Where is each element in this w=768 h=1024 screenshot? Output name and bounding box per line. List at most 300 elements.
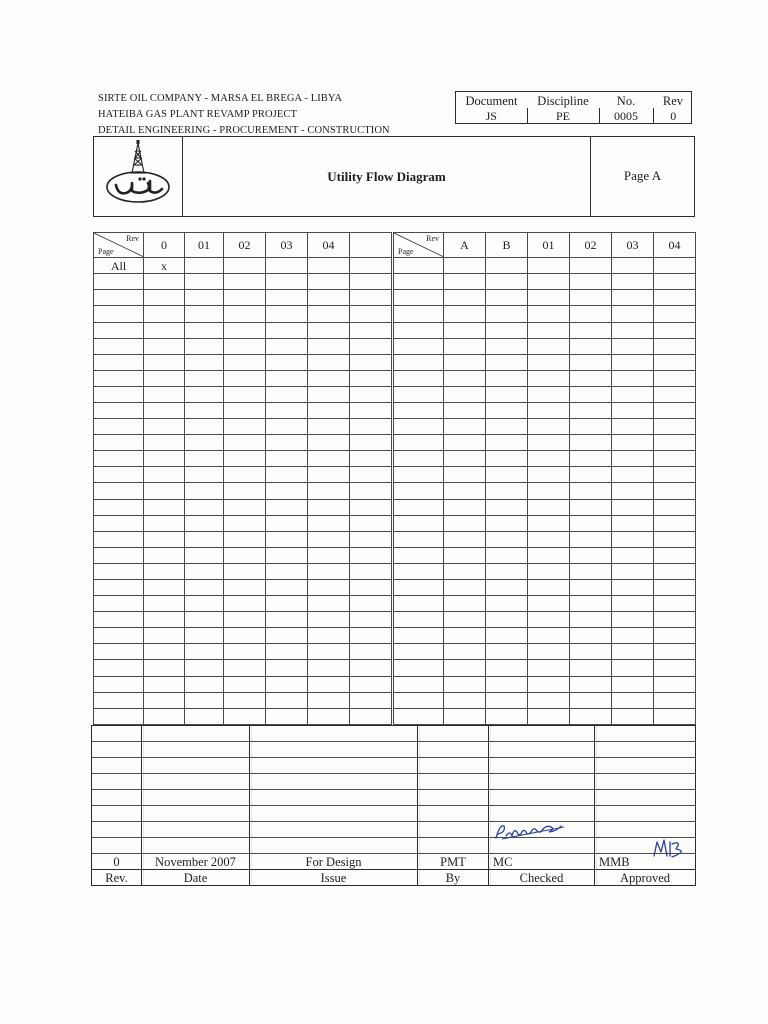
- revision-mark-cell: [144, 596, 185, 612]
- page-cell: [94, 515, 144, 531]
- revision-mark-cell: [444, 306, 486, 322]
- revision-mark-cell: [654, 660, 696, 676]
- table-row: [94, 692, 392, 708]
- signoff-rev-cell: 0: [92, 854, 142, 870]
- revision-mark-cell: [185, 370, 224, 386]
- revision-mark-cell: [266, 612, 308, 628]
- signoff-date-cell: [142, 790, 250, 806]
- revision-mark-cell: [570, 612, 612, 628]
- revision-mark-cell: [612, 547, 654, 563]
- revision-mark-cell: [224, 660, 266, 676]
- signoff-rev-cell: [92, 758, 142, 774]
- revision-mark-cell: [654, 515, 696, 531]
- revision-mark-cell: [444, 628, 486, 644]
- page-cell: [394, 419, 444, 435]
- revision-mark-cell: [444, 708, 486, 724]
- revision-mark-cell: [528, 419, 570, 435]
- revision-mark-cell: [350, 274, 392, 290]
- revision-mark-cell: [444, 451, 486, 467]
- table-row: [394, 370, 696, 386]
- signoff-checked-cell: [489, 742, 595, 758]
- revision-mark-cell: [528, 370, 570, 386]
- revision-mark-cell: [570, 467, 612, 483]
- revision-mark-cell: [486, 370, 528, 386]
- title-block: [93, 136, 695, 217]
- page-cell: [94, 338, 144, 354]
- revision-mark-cell: [224, 451, 266, 467]
- revision-mark-cell: [570, 580, 612, 596]
- revision-mark-cell: [144, 660, 185, 676]
- table-row: [94, 258, 392, 274]
- revision-mark-cell: [486, 354, 528, 370]
- revision-mark-cell: [144, 290, 185, 306]
- revision-mark-cell: [185, 306, 224, 322]
- diagram-title: Utility Flow Diagram: [183, 137, 591, 216]
- revision-mark-cell: [444, 676, 486, 692]
- revision-mark-cell: [612, 499, 654, 515]
- revision-mark-cell: [350, 499, 392, 515]
- revision-mark-cell: [444, 322, 486, 338]
- page-cell: [394, 499, 444, 515]
- revision-mark-cell: [570, 274, 612, 290]
- signoff-issue-cell: [250, 774, 418, 790]
- revision-mark-cell: [308, 435, 350, 451]
- revision-mark-cell: x: [144, 258, 185, 274]
- page-cell: [94, 435, 144, 451]
- revision-mark-cell: [185, 467, 224, 483]
- revision-mark-cell: [654, 692, 696, 708]
- signoff-rev-cell: [92, 790, 142, 806]
- page-cell: [394, 435, 444, 451]
- revision-table-right: [393, 232, 696, 725]
- revision-mark-cell: [185, 612, 224, 628]
- revision-mark-cell: [266, 306, 308, 322]
- company-name: SIRTE OIL COMPANY - MARSA EL BREGA - LIBYA: [98, 93, 343, 104]
- revision-mark-cell: [308, 531, 350, 547]
- revision-mark-cell: [612, 419, 654, 435]
- page-cell: [394, 644, 444, 660]
- revision-mark-cell: [612, 676, 654, 692]
- revision-mark-cell: [486, 547, 528, 563]
- revision-mark-cell: [266, 290, 308, 306]
- revision-mark-cell: [144, 354, 185, 370]
- revision-mark-cell: [528, 354, 570, 370]
- table-row: [394, 515, 696, 531]
- revision-mark-cell: [308, 258, 350, 274]
- revision-mark-cell: [654, 338, 696, 354]
- corner-rev-label: Rev: [126, 234, 139, 244]
- signoff-checked-cell: [489, 758, 595, 774]
- revision-column-header: 03: [266, 233, 308, 258]
- signoff-issue-cell: [250, 758, 418, 774]
- document-label: Document: [465, 93, 518, 108]
- table-row: [94, 499, 392, 515]
- table-row: [94, 386, 392, 402]
- revision-mark-cell: [144, 451, 185, 467]
- revision-mark-cell: [528, 338, 570, 354]
- revision-mark-cell: [266, 354, 308, 370]
- table-row: [394, 580, 696, 596]
- rev-value: 0: [653, 108, 693, 123]
- revision-mark-cell: [308, 402, 350, 418]
- signoff-row: [92, 822, 696, 838]
- revision-mark-cell: [528, 580, 570, 596]
- revision-header-row: [94, 233, 392, 258]
- revision-column-header: 01: [185, 233, 224, 258]
- revision-mark-cell: [570, 290, 612, 306]
- revision-table-left: [93, 232, 392, 725]
- revision-mark-cell: [185, 676, 224, 692]
- revision-mark-cell: [486, 628, 528, 644]
- revision-mark-cell: [528, 547, 570, 563]
- revision-mark-cell: [612, 258, 654, 274]
- revision-mark-cell: [224, 483, 266, 499]
- revision-mark-cell: [612, 515, 654, 531]
- revision-mark-cell: [144, 483, 185, 499]
- revision-mark-cell: [486, 676, 528, 692]
- page-cell: [94, 483, 144, 499]
- revision-mark-cell: [570, 451, 612, 467]
- signoff-by-cell: [418, 838, 489, 854]
- document-info-box: [455, 91, 692, 124]
- table-row: [394, 419, 696, 435]
- table-row: [394, 435, 696, 451]
- revision-mark-cell: [528, 708, 570, 724]
- revision-mark-cell: [612, 451, 654, 467]
- revision-mark-cell: [444, 419, 486, 435]
- signoff-date-cell: [142, 758, 250, 774]
- revision-mark-cell: [528, 596, 570, 612]
- revision-mark-cell: [612, 563, 654, 579]
- revision-mark-cell: [308, 692, 350, 708]
- discipline-value: PE: [527, 108, 599, 123]
- signoff-rev-label: Rev.: [92, 870, 142, 886]
- table-row: [394, 322, 696, 338]
- revision-mark-cell: [308, 628, 350, 644]
- signoff-checked-cell: MC: [489, 854, 595, 870]
- revision-mark-cell: [266, 483, 308, 499]
- revision-mark-cell: [570, 338, 612, 354]
- revision-mark-cell: [350, 419, 392, 435]
- table-row: [94, 676, 392, 692]
- page-cell: [394, 306, 444, 322]
- table-row: [394, 306, 696, 322]
- revision-mark-cell: [185, 290, 224, 306]
- revision-mark-cell: [144, 547, 185, 563]
- revision-mark-cell: [350, 547, 392, 563]
- revision-mark-cell: [308, 612, 350, 628]
- table-row: [94, 274, 392, 290]
- revision-mark-cell: [350, 612, 392, 628]
- revision-mark-cell: [612, 531, 654, 547]
- revision-column-header: B: [486, 233, 528, 258]
- table-row: [94, 370, 392, 386]
- page-cell: [94, 386, 144, 402]
- revision-mark-cell: [144, 708, 185, 724]
- revision-mark-cell: [612, 483, 654, 499]
- revision-mark-cell: [350, 708, 392, 724]
- revision-mark-cell: [308, 708, 350, 724]
- revision-mark-cell: [144, 467, 185, 483]
- revision-mark-cell: [185, 435, 224, 451]
- table-row: [94, 354, 392, 370]
- revision-mark-cell: [654, 580, 696, 596]
- page-cell: [394, 692, 444, 708]
- revision-mark-cell: [654, 451, 696, 467]
- page-cell: [94, 274, 144, 290]
- signoff-checked-cell: [489, 774, 595, 790]
- revision-mark-cell: [486, 596, 528, 612]
- signoff-rev-cell: [92, 726, 142, 742]
- revision-mark-cell: [224, 370, 266, 386]
- signoff-rev-cell: [92, 822, 142, 838]
- number-label: No.: [616, 93, 636, 108]
- table-row: [394, 563, 696, 579]
- table-row: [94, 580, 392, 596]
- sirte-oil-derrick-logo-icon: [94, 137, 182, 216]
- revision-mark-cell: [486, 451, 528, 467]
- revision-mark-cell: [185, 338, 224, 354]
- revision-mark-cell: [528, 483, 570, 499]
- revision-mark-cell: [350, 596, 392, 612]
- revision-mark-cell: [612, 660, 654, 676]
- page-cell: [394, 547, 444, 563]
- revision-mark-cell: [570, 483, 612, 499]
- revision-mark-cell: [224, 628, 266, 644]
- revision-mark-cell: [308, 467, 350, 483]
- revision-mark-cell: [144, 322, 185, 338]
- revision-mark-cell: [144, 563, 185, 579]
- table-row: [394, 499, 696, 515]
- signoff-by-cell: [418, 726, 489, 742]
- revision-mark-cell: [185, 451, 224, 467]
- revision-mark-cell: [444, 596, 486, 612]
- revision-mark-cell: [654, 644, 696, 660]
- table-row: [394, 290, 696, 306]
- revision-mark-cell: [144, 612, 185, 628]
- revision-mark-cell: [350, 290, 392, 306]
- revision-mark-cell: [350, 692, 392, 708]
- revision-mark-cell: [144, 676, 185, 692]
- revision-mark-cell: [224, 708, 266, 724]
- revision-mark-cell: [612, 708, 654, 724]
- revision-mark-cell: [350, 386, 392, 402]
- table-row: [394, 531, 696, 547]
- table-row: [394, 708, 696, 724]
- revision-mark-cell: [444, 580, 486, 596]
- revision-mark-cell: [308, 596, 350, 612]
- revision-mark-cell: [224, 338, 266, 354]
- revision-mark-cell: [308, 580, 350, 596]
- revision-mark-cell: [570, 628, 612, 644]
- revision-mark-cell: [486, 483, 528, 499]
- page-cell: All: [94, 258, 144, 274]
- revision-mark-cell: [266, 451, 308, 467]
- revision-mark-cell: [308, 338, 350, 354]
- revision-mark-cell: [528, 531, 570, 547]
- revision-mark-cell: [224, 499, 266, 515]
- revision-mark-cell: [444, 370, 486, 386]
- revision-mark-cell: [144, 306, 185, 322]
- revision-mark-cell: [444, 435, 486, 451]
- revision-mark-cell: [185, 596, 224, 612]
- revision-mark-cell: [654, 354, 696, 370]
- signoff-row: [92, 726, 696, 742]
- revision-mark-cell: [612, 435, 654, 451]
- revision-mark-cell: [266, 386, 308, 402]
- revision-mark-cell: [350, 563, 392, 579]
- signoff-rev-cell: [92, 774, 142, 790]
- page-cell: [94, 467, 144, 483]
- revision-mark-cell: [570, 692, 612, 708]
- revision-mark-cell: [528, 515, 570, 531]
- revision-mark-cell: [350, 402, 392, 418]
- revision-mark-cell: [144, 419, 185, 435]
- signoff-row: [92, 758, 696, 774]
- revision-mark-cell: [308, 386, 350, 402]
- revision-mark-cell: [266, 676, 308, 692]
- revision-mark-cell: [654, 563, 696, 579]
- revision-mark-cell: [266, 644, 308, 660]
- revision-mark-cell: [308, 660, 350, 676]
- signoff-date-cell: [142, 838, 250, 854]
- revision-mark-cell: [266, 596, 308, 612]
- table-row: [94, 435, 392, 451]
- revision-mark-cell: [308, 274, 350, 290]
- revision-mark-cell: [444, 290, 486, 306]
- signoff-by-cell: [418, 790, 489, 806]
- revision-mark-cell: [224, 258, 266, 274]
- revision-mark-cell: [444, 499, 486, 515]
- page-cell: [394, 386, 444, 402]
- revision-column-header: A: [444, 233, 486, 258]
- signoff-date-cell: [142, 822, 250, 838]
- revision-mark-cell: [570, 708, 612, 724]
- page-cell: [94, 419, 144, 435]
- revision-mark-cell: [444, 531, 486, 547]
- revision-mark-cell: [654, 531, 696, 547]
- revision-mark-cell: [308, 676, 350, 692]
- revision-mark-cell: [224, 354, 266, 370]
- revision-mark-cell: [350, 531, 392, 547]
- revision-mark-cell: [444, 547, 486, 563]
- revision-mark-cell: [444, 644, 486, 660]
- discipline-label: Discipline: [537, 93, 589, 108]
- revision-mark-cell: [486, 306, 528, 322]
- page-cell: [394, 580, 444, 596]
- page-cell: [94, 708, 144, 724]
- page-cell: [94, 547, 144, 563]
- revision-mark-cell: [612, 274, 654, 290]
- revision-mark-cell: [654, 435, 696, 451]
- revision-mark-cell: [654, 419, 696, 435]
- revision-mark-cell: [308, 451, 350, 467]
- revision-mark-cell: [444, 483, 486, 499]
- revision-mark-cell: [570, 419, 612, 435]
- page-cell: [394, 370, 444, 386]
- revision-mark-cell: [612, 386, 654, 402]
- revision-mark-cell: [570, 499, 612, 515]
- signoff-date-cell: [142, 742, 250, 758]
- project-scope: DETAIL ENGINEERING - PROCUREMENT - CONSTRUCTION: [98, 125, 390, 136]
- revision-mark-cell: [654, 499, 696, 515]
- revision-mark-cell: [528, 660, 570, 676]
- signoff-by-cell: [418, 774, 489, 790]
- revision-mark-cell: [570, 306, 612, 322]
- page-cell: [94, 563, 144, 579]
- table-row: [94, 612, 392, 628]
- signoff-row: [92, 774, 696, 790]
- revision-mark-cell: [185, 660, 224, 676]
- revision-mark-cell: [486, 467, 528, 483]
- revision-mark-cell: [570, 547, 612, 563]
- revision-mark-cell: [266, 499, 308, 515]
- signoff-row: [92, 790, 696, 806]
- table-row: [394, 483, 696, 499]
- revision-mark-cell: [224, 563, 266, 579]
- revision-mark-cell: [486, 258, 528, 274]
- revision-mark-cell: [266, 370, 308, 386]
- revision-mark-cell: [654, 708, 696, 724]
- revision-mark-cell: [570, 354, 612, 370]
- revision-mark-cell: [570, 386, 612, 402]
- revision-mark-cell: [570, 258, 612, 274]
- revision-mark-cell: [528, 628, 570, 644]
- signoff-date-cell: [142, 726, 250, 742]
- revision-mark-cell: [612, 402, 654, 418]
- number-value: 0005: [599, 108, 653, 123]
- signoff-label-row: [92, 870, 696, 886]
- page-cell: [394, 322, 444, 338]
- table-row: [394, 338, 696, 354]
- revision-mark-cell: [570, 435, 612, 451]
- revision-mark-cell: [185, 531, 224, 547]
- signoff-rev-cell: [92, 806, 142, 822]
- revision-mark-cell: [444, 274, 486, 290]
- revision-mark-cell: [612, 370, 654, 386]
- signoff-row: [92, 854, 696, 870]
- revision-mark-cell: [224, 612, 266, 628]
- revision-mark-cell: [350, 580, 392, 596]
- page-cell: [94, 692, 144, 708]
- revision-mark-cell: [185, 644, 224, 660]
- revision-mark-cell: [350, 467, 392, 483]
- revision-mark-cell: [444, 692, 486, 708]
- revision-mark-cell: [224, 467, 266, 483]
- revision-mark-cell: [612, 354, 654, 370]
- revision-mark-cell: [350, 676, 392, 692]
- revision-mark-cell: [528, 435, 570, 451]
- revision-mark-cell: [570, 660, 612, 676]
- revision-mark-cell: [308, 644, 350, 660]
- revision-mark-cell: [444, 660, 486, 676]
- revision-mark-cell: [654, 306, 696, 322]
- signoff-issue-cell: [250, 838, 418, 854]
- signoff-date-cell: [142, 806, 250, 822]
- revision-mark-cell: [224, 386, 266, 402]
- revision-mark-cell: [528, 258, 570, 274]
- revision-mark-cell: [654, 596, 696, 612]
- revision-column-header: 02: [570, 233, 612, 258]
- signoff-approved-cell: MMB: [595, 854, 696, 870]
- table-row: [94, 451, 392, 467]
- revision-mark-cell: [528, 402, 570, 418]
- signoff-issue-cell: For Design: [250, 854, 418, 870]
- table-row: [394, 258, 696, 274]
- page-cell: [394, 515, 444, 531]
- revision-mark-cell: [612, 596, 654, 612]
- signoff-row: [92, 838, 696, 854]
